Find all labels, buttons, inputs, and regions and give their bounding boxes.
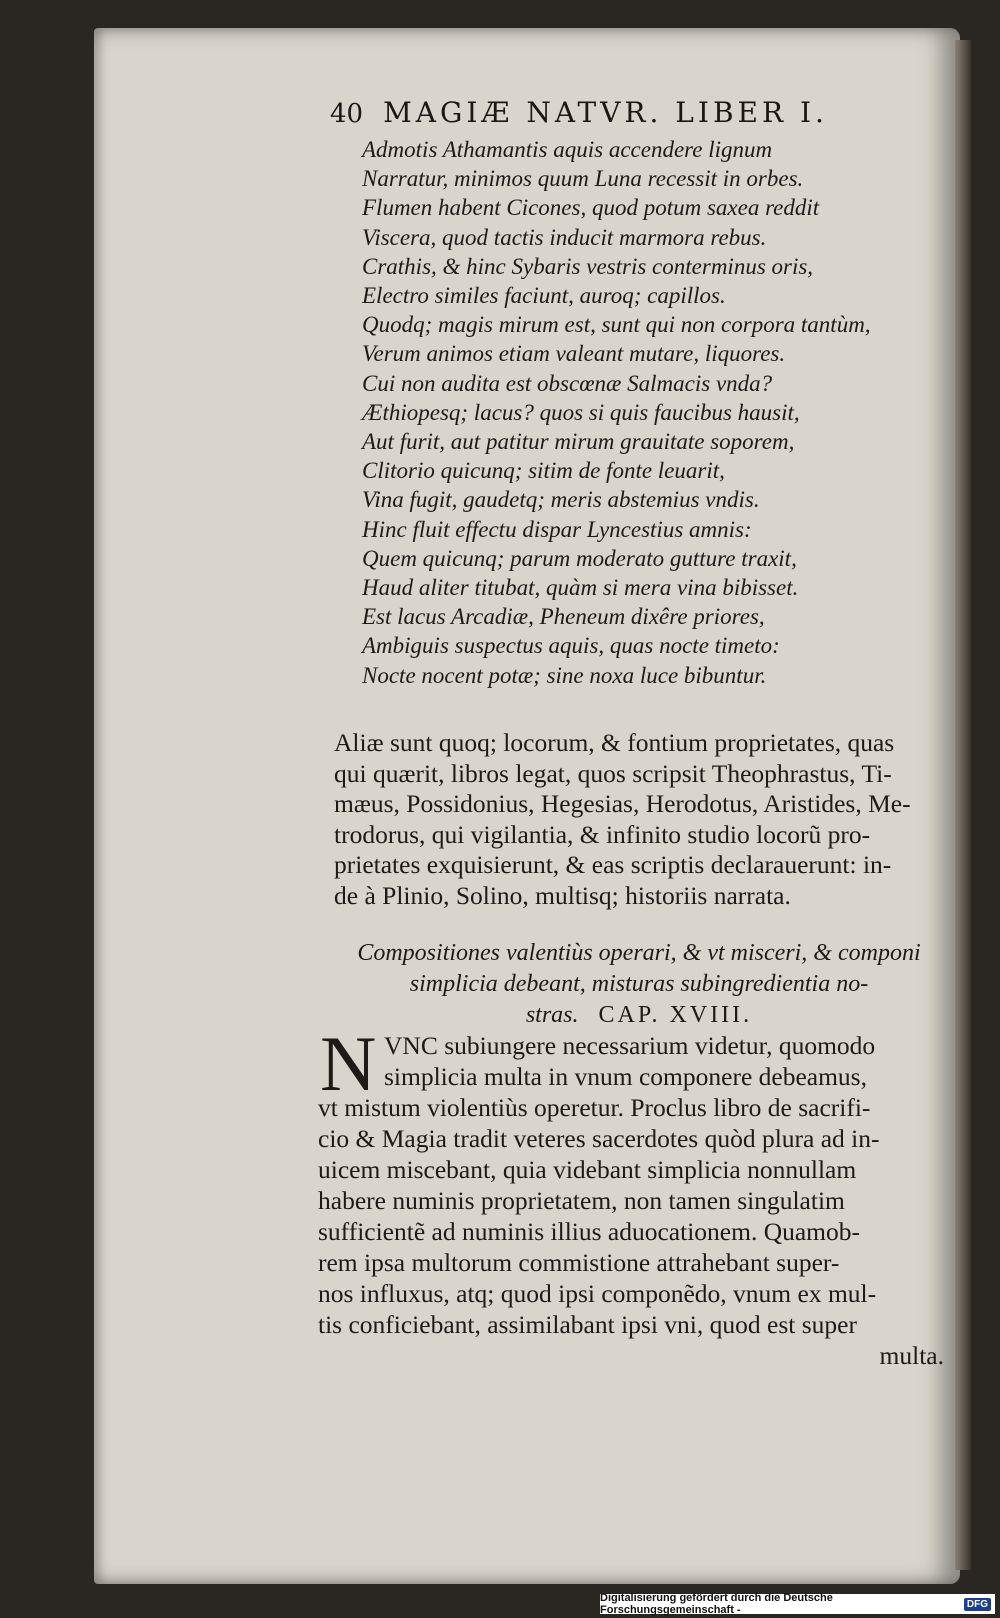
prose-line: de à Plinio, Solino, multisq; historiis narrata. <box>334 880 791 910</box>
chapter-heading-end: stras. <box>525 1002 579 1028</box>
body-line: VNC subiungere necessarium videtur, quomodo <box>384 1031 876 1060</box>
verse-line: Quodq; magis mirum est, sunt qui non corpora tantùm, <box>362 312 871 338</box>
prose-line: qui quærit, libros legat, quos scripsit Theophrastus, Ti- <box>334 758 892 788</box>
verse-line: Æthiopesq; lacus? quos si quis faucibus hausit, <box>362 399 800 425</box>
dfg-logo: DFG <box>964 1598 991 1611</box>
body-line: nos influxus, atq; quod ipsi componẽdo, vnum ex mul- <box>318 1279 877 1308</box>
verse-line: Clitorio quicunq; sitim de fonte leuarit, <box>362 458 725 484</box>
chapter-heading-line: Compositiones valentiùs operari, & vt misceri, & componi <box>357 940 921 966</box>
drop-cap-initial: N <box>320 1020 377 1107</box>
body-line: vt mistum violentiùs operetur. Proclus libro de sacrifi- <box>318 1093 871 1122</box>
prose-line: trodorus, qui vigilantia, & infinito studio locorũ pro- <box>334 819 871 849</box>
prose-line: Aliæ sunt quoq; locorum, & fontium proprietates, quas <box>334 728 895 757</box>
body-line: cio & Magia tradit veteres sacerdotes quòd plura ad in- <box>318 1124 880 1153</box>
funding-credit: Digitalisierung gefördert durch die Deutsche Forschungsgemeinschaft - <box>600 1592 833 1616</box>
verse-line: Cui non audita est obscœnæ Salmacis vnda? <box>362 370 773 396</box>
verse-line: Aut furit, aut patitur mirum grauitate soporem, <box>362 429 795 455</box>
verse-line: Vina fugit, gaudetq; meris abstemius vndis. <box>362 487 760 513</box>
verse-line: Haud aliter titubat, quàm si mera vina bibisset. <box>362 575 799 601</box>
verse-line: Ambiguis suspectus aquis, quas nocte timeto: <box>362 633 780 659</box>
chapter-number: CAP. XVIII. <box>598 1002 753 1028</box>
running-title: MAGIÆ NATVR. LIBER I. <box>383 96 828 129</box>
page-number: 40 <box>330 99 364 129</box>
verse-line: Nocte nocent potæ; sine noxa luce bibuntur. <box>362 662 767 688</box>
chapter-body <box>318 1020 944 1371</box>
verse-line: Est lacus Arcadiæ, Pheneum dixêre priores, <box>362 604 765 630</box>
body-line: sufficientẽ ad numinis illius aduocationem. Quamob- <box>318 1217 860 1246</box>
chapter-heading-line: simplicia debeant, misturas subingredientia no- <box>409 971 869 997</box>
verse-line: Flumen habent Cicones, quod potum saxea reddit <box>362 195 820 221</box>
verse-block <box>362 135 942 690</box>
chapter-heading-line-last <box>334 1000 944 1031</box>
running-head <box>330 96 890 129</box>
prose-paragraph <box>334 728 942 911</box>
prose-line: mæus, Possidonius, Hegesias, Herodotus, Aristides, Me- <box>334 789 911 818</box>
verse-line: Narratur, minimos quum Luna recessit in orbes. <box>362 166 804 192</box>
verse-line: Electro similes faciunt, auroq; capillos. <box>362 283 726 309</box>
body-line: simplicia multa in vnum componere debeamus, <box>384 1062 867 1091</box>
verse-line: Admotis Athamantis aquis accendere lignum <box>362 137 773 162</box>
verse-line: Quem quicunq; parum moderato gutture traxit, <box>362 545 797 571</box>
chapter-heading <box>334 938 944 1031</box>
prose-line: prietates exquisierunt, & eas scriptis declarauerunt: in- <box>334 850 892 879</box>
body-line: rem ipsa multorum commistione attrahebant super- <box>318 1248 840 1277</box>
verse-line: Verum animos etiam valeant mutare, liquores. <box>362 341 786 367</box>
verse-line: Crathis, & hinc Sybaris vestris conterminus oris, <box>362 253 814 279</box>
catchword: multa. <box>879 1341 944 1370</box>
digitization-footer <box>600 1594 995 1614</box>
page-edge <box>955 40 971 1570</box>
verse-line: Viscera, quod tactis inducit marmora rebus. <box>362 224 767 250</box>
body-line: habere numinis proprietatem, non tamen singulatim <box>318 1186 845 1215</box>
verse-line: Hinc fluit effectu dispar Lyncestius amnis: <box>362 516 752 542</box>
body-line: tis conficiebant, assimilabant ipsi vni, quod est super <box>318 1310 857 1339</box>
body-line: uicem miscebant, quia videbant simplicia nonnullam <box>318 1155 857 1184</box>
